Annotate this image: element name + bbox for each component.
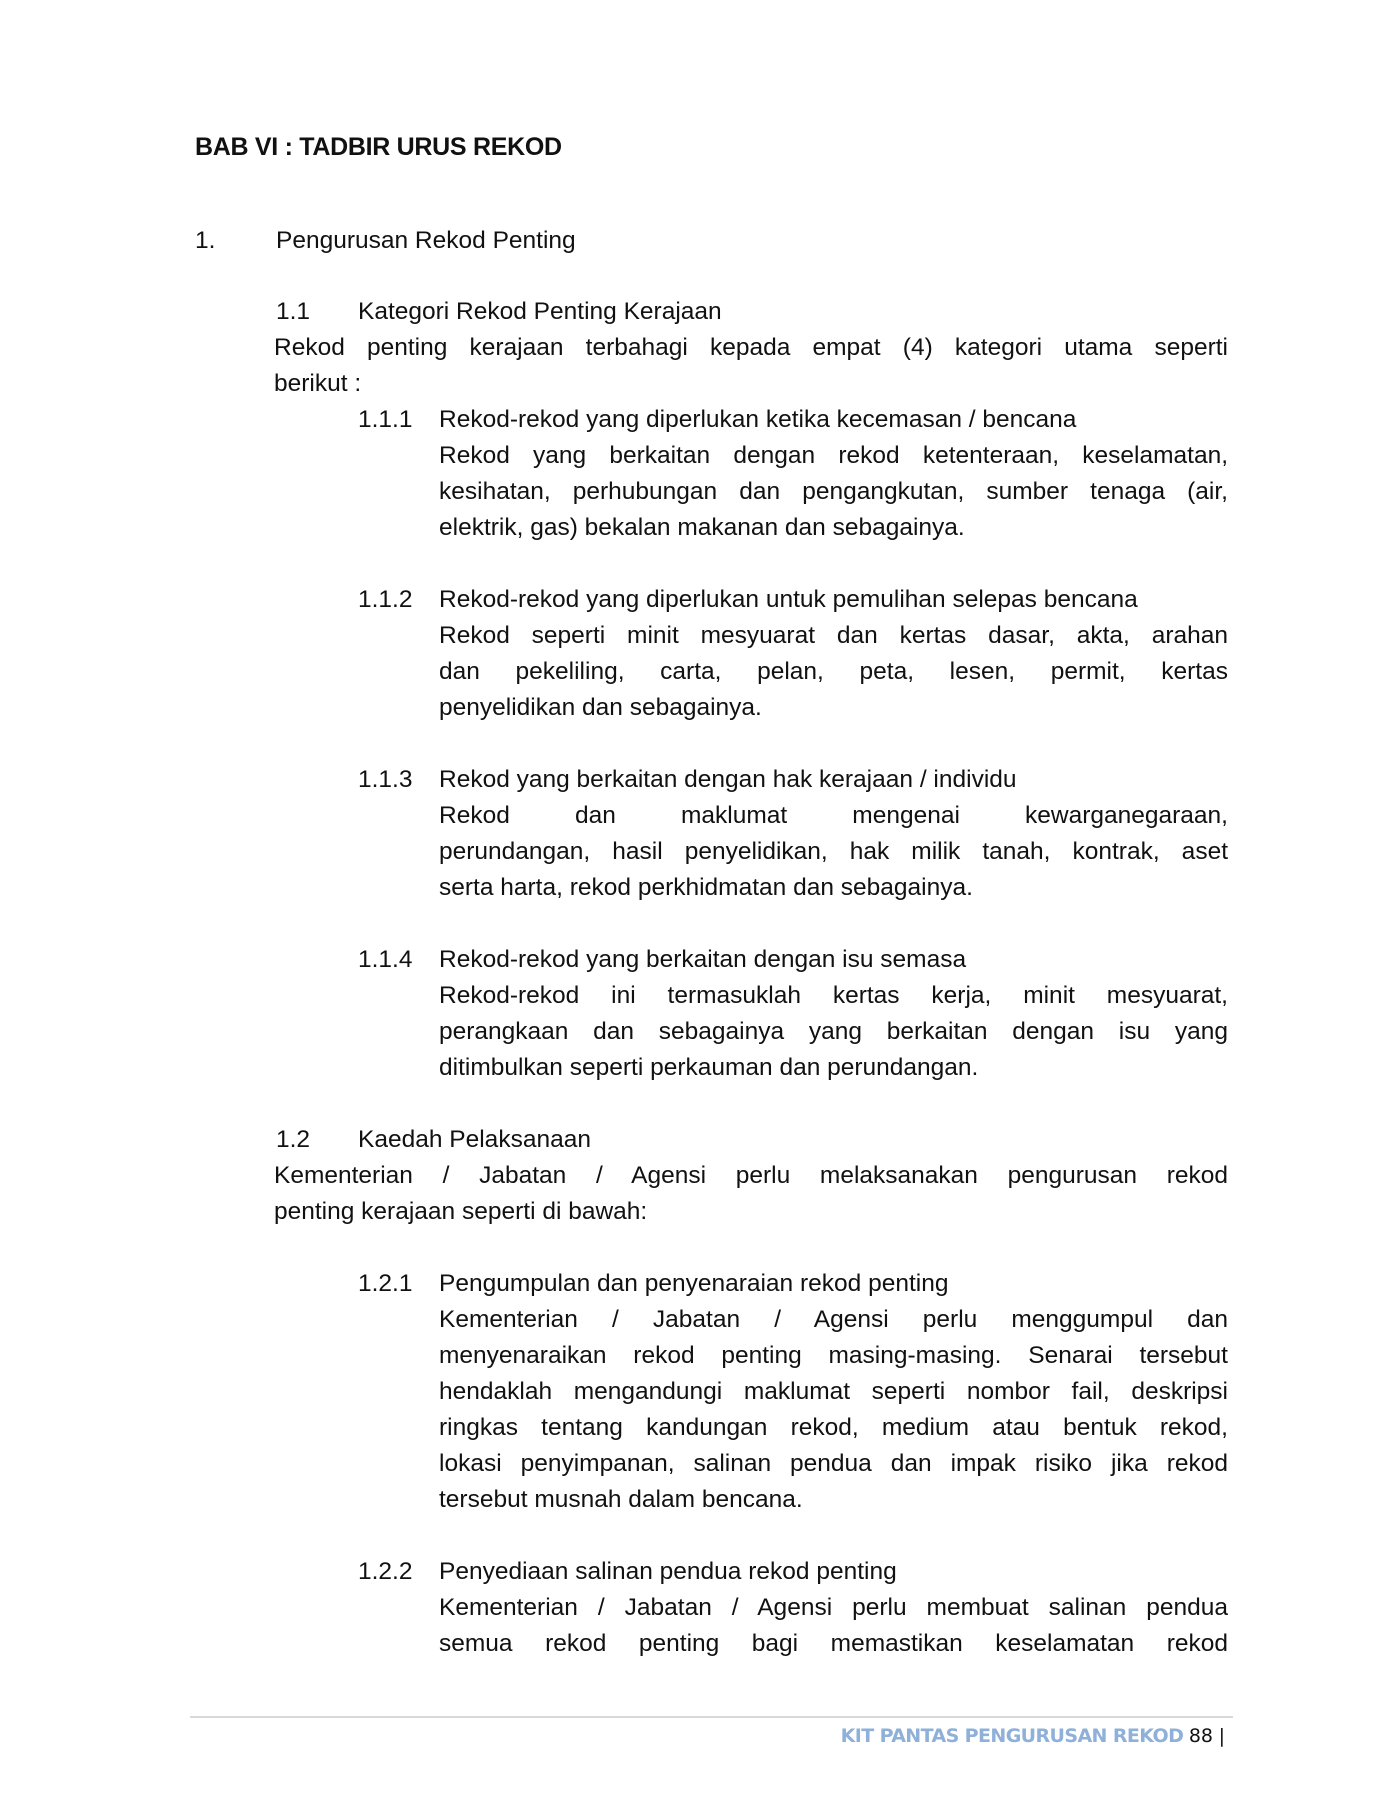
item-number: 1.2.2	[358, 1558, 413, 1585]
item-body-line: hendaklah mengandungi maklumat seperti nombor fail, deskripsi	[439, 1378, 1228, 1405]
page-footer	[841, 1722, 1225, 1750]
text-line	[0, 1554, 1391, 1590]
text-line	[0, 1230, 1391, 1266]
item-number: 1.1.3	[358, 766, 413, 793]
footer-separator: |	[1218, 1725, 1225, 1747]
item-title: Rekod-rekod yang diperlukan ketika kecemasan / bencana	[439, 406, 1077, 433]
text-line	[0, 402, 1391, 438]
item-body-line: Rekod dan maklumat mengenai kewarganegaraan,	[439, 802, 1228, 829]
text-line	[0, 438, 1391, 474]
item-body-line: serta harta, rekod perkhidmatan dan sebagainya.	[439, 874, 973, 901]
item-number: 1.1.1	[358, 406, 413, 433]
chapter-heading: BAB VI : TADBIR URUS REKOD	[195, 133, 562, 161]
text-line	[0, 1086, 1391, 1122]
text-line	[0, 546, 1391, 582]
text-line	[0, 474, 1391, 510]
text-line	[0, 798, 1391, 834]
item-body-line: semua rekod penting bagi memastikan keselamatan rekod	[439, 1630, 1228, 1657]
text-line	[0, 1482, 1391, 1518]
item-body-line: lokasi penyimpanan, salinan pendua dan impak risiko jika rekod	[439, 1450, 1228, 1477]
text-line	[0, 1410, 1391, 1446]
item-body-line: perundangan, hasil penyelidikan, hak milik tanah, kontrak, aset	[439, 838, 1228, 865]
paragraph-line: penting kerajaan seperti di bawah:	[274, 1198, 648, 1225]
footer-divider	[190, 1716, 1233, 1718]
subsection-title: Kategori Rekod Penting Kerajaan	[358, 298, 722, 325]
text-line	[0, 1194, 1391, 1230]
text-line	[0, 726, 1391, 762]
text-line	[0, 366, 1391, 402]
item-body-line: Rekod yang berkaitan dengan rekod ketenteraan, keselamatan,	[439, 442, 1228, 469]
item-title: Penyediaan salinan pendua rekod penting	[439, 1558, 897, 1585]
item-body-line: Rekod-rekod ini termasuklah kertas kerja, minit mesyuarat,	[439, 982, 1228, 1009]
item-body-line: tersebut musnah dalam bencana.	[439, 1486, 803, 1513]
section-title: Pengurusan Rekod Penting	[276, 227, 576, 254]
footer-brand: KIT PANTAS PENGURUSAN REKOD	[840, 1725, 1184, 1747]
subsection-title: Kaedah Pelaksanaan	[358, 1126, 591, 1153]
item-body-line: Kementerian / Jabatan / Agensi perlu membuat salinan pendua	[439, 1594, 1228, 1621]
item-title: Pengumpulan dan penyenaraian rekod penting	[439, 1270, 949, 1297]
text-line	[0, 1446, 1391, 1482]
text-line	[0, 294, 1391, 330]
item-title: Rekod yang berkaitan dengan hak kerajaan / individu	[439, 766, 1017, 793]
item-title: Rekod-rekod yang berkaitan dengan isu semasa	[439, 946, 967, 973]
document-body	[0, 294, 1391, 1662]
item-number: 1.2.1	[358, 1270, 413, 1297]
item-body-line: kesihatan, perhubungan dan pengangkutan, sumber tenaga (air,	[439, 478, 1228, 505]
text-line	[0, 978, 1391, 1014]
text-line	[0, 690, 1391, 726]
text-line	[0, 1014, 1391, 1050]
item-number: 1.1.2	[358, 586, 413, 613]
item-body-line: Rekod seperti minit mesyuarat dan kertas dasar, akta, arahan	[439, 622, 1228, 649]
subsection-number: 1.1	[276, 298, 311, 325]
text-line	[0, 762, 1391, 798]
item-body-line: ringkas tentang kandungan rekod, medium atau bentuk rekod,	[439, 1414, 1228, 1441]
item-body-line: penyelidikan dan sebagainya.	[439, 694, 762, 721]
item-body-line: perangkaan dan sebagainya yang berkaitan dengan isu yang	[439, 1018, 1228, 1045]
text-line	[0, 1050, 1391, 1086]
page-number: 88	[1188, 1725, 1214, 1747]
text-line	[0, 1122, 1391, 1158]
item-number: 1.1.4	[358, 946, 413, 973]
text-line	[0, 1338, 1391, 1374]
section-number: 1.	[195, 227, 216, 254]
paragraph-line: Kementerian / Jabatan / Agensi perlu melaksanakan pengurusan rekod	[274, 1162, 1228, 1189]
text-line	[0, 582, 1391, 618]
item-body-line: menyenaraikan rekod penting masing-masing. Senarai tersebut	[439, 1342, 1228, 1369]
text-line	[0, 1302, 1391, 1338]
paragraph-line: Rekod penting kerajaan terbahagi kepada empat (4) kategori utama seperti	[274, 334, 1228, 361]
text-line	[0, 870, 1391, 906]
text-line	[0, 1158, 1391, 1194]
text-line	[0, 330, 1391, 366]
item-title: Rekod-rekod yang diperlukan untuk pemulihan selepas bencana	[439, 586, 1138, 613]
item-body-line: elektrik, gas) bekalan makanan dan sebagainya.	[439, 514, 965, 541]
paragraph-line: berikut :	[274, 370, 362, 397]
text-line	[0, 510, 1391, 546]
subsection-number: 1.2	[276, 1126, 311, 1153]
text-line	[0, 906, 1391, 942]
text-line	[0, 834, 1391, 870]
text-line	[0, 1374, 1391, 1410]
text-line	[0, 618, 1391, 654]
item-body-line: Kementerian / Jabatan / Agensi perlu menggumpul dan	[439, 1306, 1228, 1333]
item-body-line: ditimbulkan seperti perkauman dan perundangan.	[439, 1054, 979, 1081]
text-line	[0, 1626, 1391, 1662]
text-line	[0, 942, 1391, 978]
text-line	[0, 654, 1391, 690]
item-body-line: dan pekeliling, carta, pelan, peta, lesen, permit, kertas	[439, 658, 1228, 685]
text-line	[0, 1518, 1391, 1554]
text-line	[0, 1266, 1391, 1302]
text-line	[0, 1590, 1391, 1626]
